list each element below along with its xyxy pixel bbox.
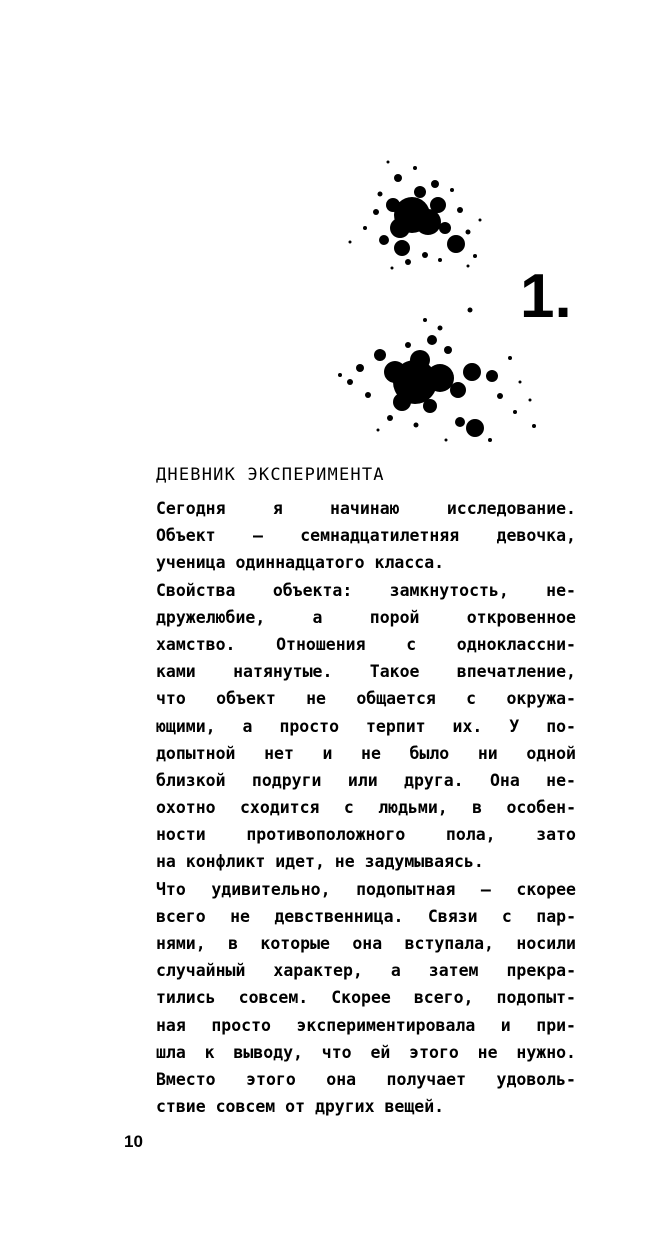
text-line: Объект — семнадцатилетняя девочка, xyxy=(156,526,576,546)
text-line: близкой подруги или друга. Она не- xyxy=(156,770,576,790)
text-line: ности противоположного пола, зато xyxy=(156,825,576,845)
text-line: Вместо этого она получает удоволь- xyxy=(156,1069,576,1089)
text-line: случайный характер, а затем прекра- xyxy=(156,961,576,981)
text-line: хамство. Отношения с одноклассни- xyxy=(156,634,576,654)
diary-title: ДНЕВНИК ЭКСПЕРИМЕНТА xyxy=(156,465,385,485)
text-line: ющими, а просто терпит их. У по- xyxy=(156,716,576,736)
text-line: охотно сходится с людьми, в особен- xyxy=(156,798,576,818)
text-line: тились совсем. Скорее всего, подопыт- xyxy=(156,988,576,1008)
text-line: Свойства объекта: замкнутость, не- xyxy=(156,580,576,600)
text-line: на конфликт идет, не задумываясь. xyxy=(156,852,484,872)
text-line: допытной нет и не было ни одной xyxy=(156,743,576,763)
text-line: ствие совсем от других вещей. xyxy=(156,1097,445,1117)
body-text xyxy=(156,495,576,1120)
text-line: всего не девственница. Связи с пар- xyxy=(156,906,576,926)
text-line: дружелюбие, а порой откровенное xyxy=(156,607,576,627)
page-number: 10 xyxy=(124,1132,143,1151)
text-line: что объект не общается с окружа- xyxy=(156,689,576,709)
text-line: ками натянутые. Такое впечатление, xyxy=(156,662,576,682)
text-line: ная просто экспериментировала и при- xyxy=(156,1015,576,1035)
text-line: шла к выводу, что ей этого не нужно. xyxy=(156,1042,576,1062)
chapter-number: 1. xyxy=(520,262,572,331)
text-line: нями, в которые она вступала, носили xyxy=(156,934,576,953)
text-line: Что удивительно, подопытная — скорее xyxy=(156,879,576,899)
text-line: ученица одиннадцатого класса. xyxy=(156,553,445,573)
text-line: Сегодня я начинаю исследование. xyxy=(156,499,576,518)
